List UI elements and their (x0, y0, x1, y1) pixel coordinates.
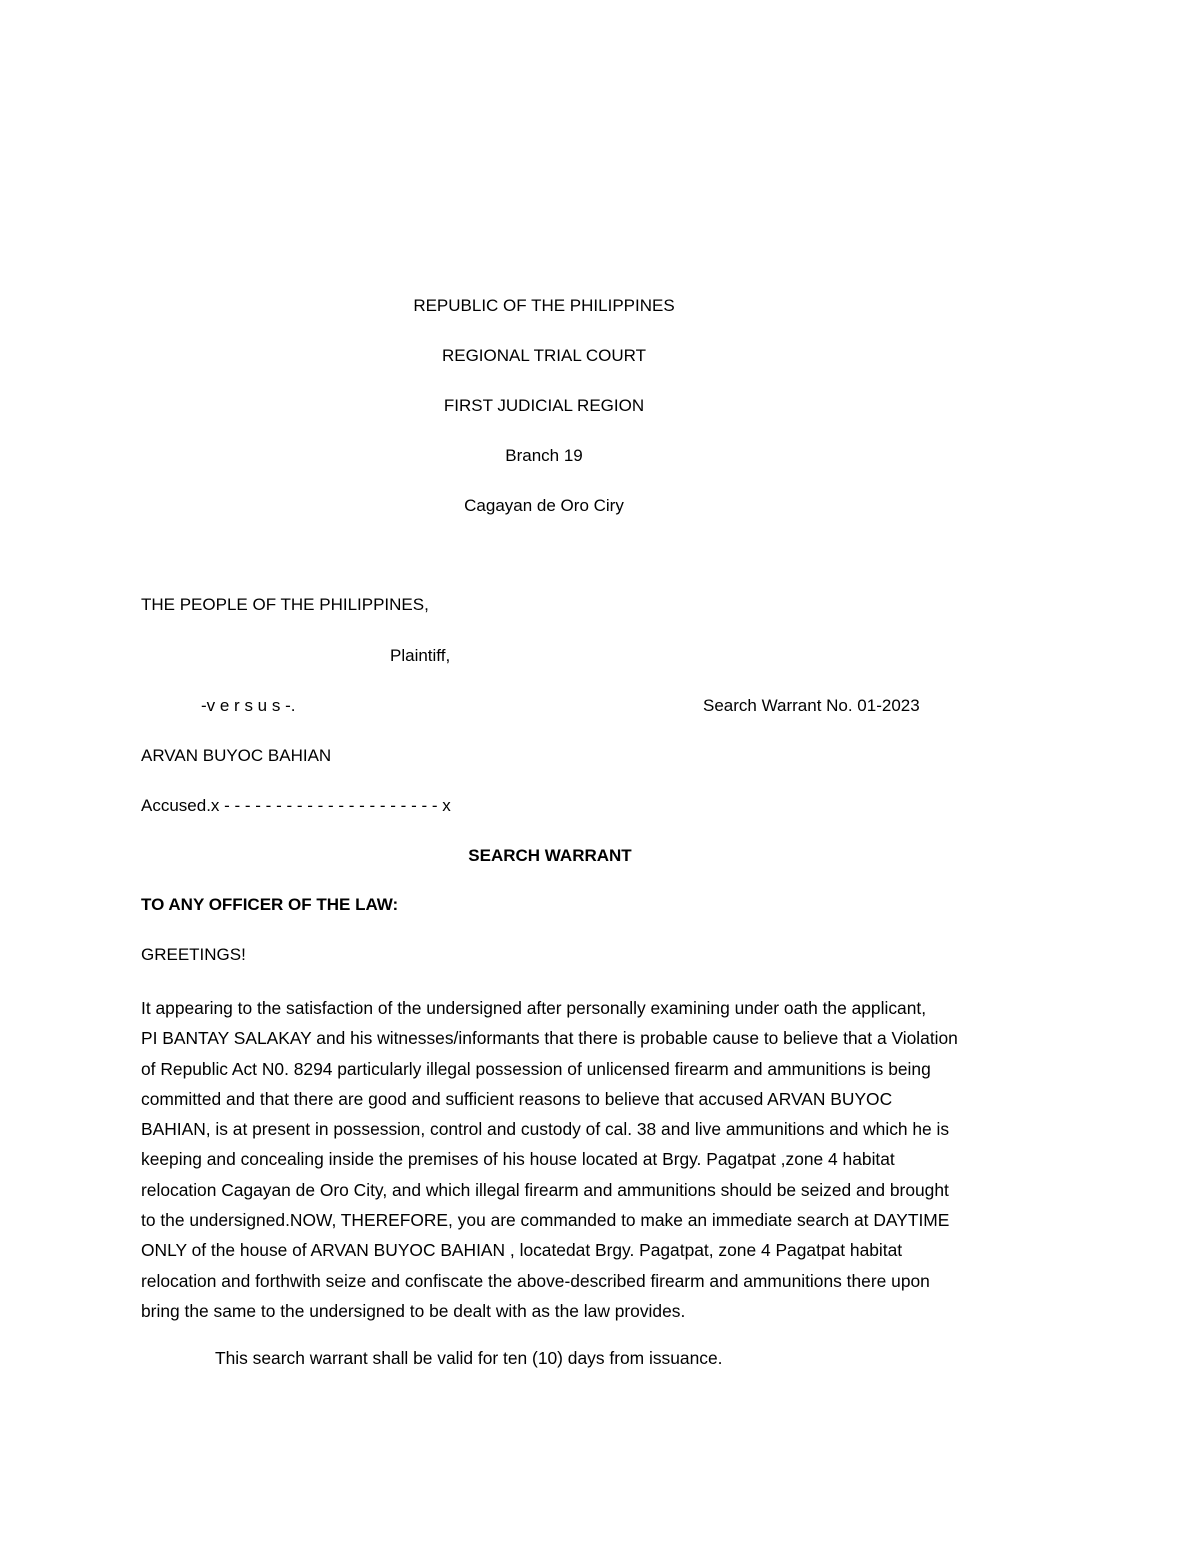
versus-label: -v e r s u s -. (201, 696, 296, 715)
body-line: It appearing to the satisfaction of the undersigned after personally examining under oath the applicant, (141, 998, 927, 1018)
body-line: committed and that there are good and sufficient reasons to believe that accused ARVAN BUYOC (141, 1088, 893, 1109)
addressee: TO ANY OFFICER OF THE LAW: (141, 895, 399, 914)
body-line: BAHIAN, is at present in possession, control and custody of cal. 38 and live ammunitions and which he is (141, 1119, 950, 1140)
accused-name: ARVAN BUYOC BAHIAN (141, 746, 332, 765)
warrant-number: Search Warrant No. 01-2023 (703, 696, 920, 715)
body-paragraph (141, 993, 1066, 1326)
body-line: PI BANTAY SALAKAY and his witnesses/informants that there is probable cause to believe that a Violation (141, 1028, 958, 1049)
body-line: to the undersigned.NOW, THEREFORE, you are commanded to make an immediate search at DAYTIME (141, 1210, 950, 1231)
body-line: ONLY of the house of ARVAN BUYOC BAHIAN , locatedat Brgy. Pagatpat, zone 4 Pagatpat habitat (141, 1240, 903, 1261)
body-line: relocation and forthwith seize and confiscate the above-described firearm and ammunitions there upon (141, 1270, 930, 1291)
caption-region: FIRST JUDICIAL REGION (443, 396, 645, 415)
body-line: keeping and concealing inside the premises of his house located at Brgy. Pagatpat ,zone 4 habitat (141, 1149, 895, 1170)
document-title: SEARCH WARRANT (468, 846, 632, 865)
plaintiff-name: THE PEOPLE OF THE PHILIPPINES, (141, 595, 429, 614)
body-line: of Republic Act N0. 8294 particularly illegal possession of unlicensed firearm and ammunitions is being (141, 1058, 931, 1079)
caption-branch: Branch 19 (505, 446, 583, 465)
caption-court: REGIONAL TRIAL COURT (441, 346, 647, 365)
body-line: relocation Cagayan de Oro City, and which illegal firearm and ammunitions should be seized and brought (141, 1179, 949, 1200)
plaintiff-label: Plaintiff, (390, 646, 451, 665)
caption-city: Cagayan de Oro Ciry (464, 496, 624, 515)
greeting: GREETINGS! (141, 945, 246, 964)
validity-statement: This search warrant shall be valid for ten (10) days from issuance. (215, 1348, 723, 1368)
accused-label: Accused.x - - - - - - - - - - - - - - - - - - - - - x (141, 796, 451, 815)
caption-republic: REPUBLIC OF THE PHILIPPINES (413, 296, 675, 315)
body-line: bring the same to the undersigned to be dealt with as the law provides. (141, 1300, 686, 1321)
